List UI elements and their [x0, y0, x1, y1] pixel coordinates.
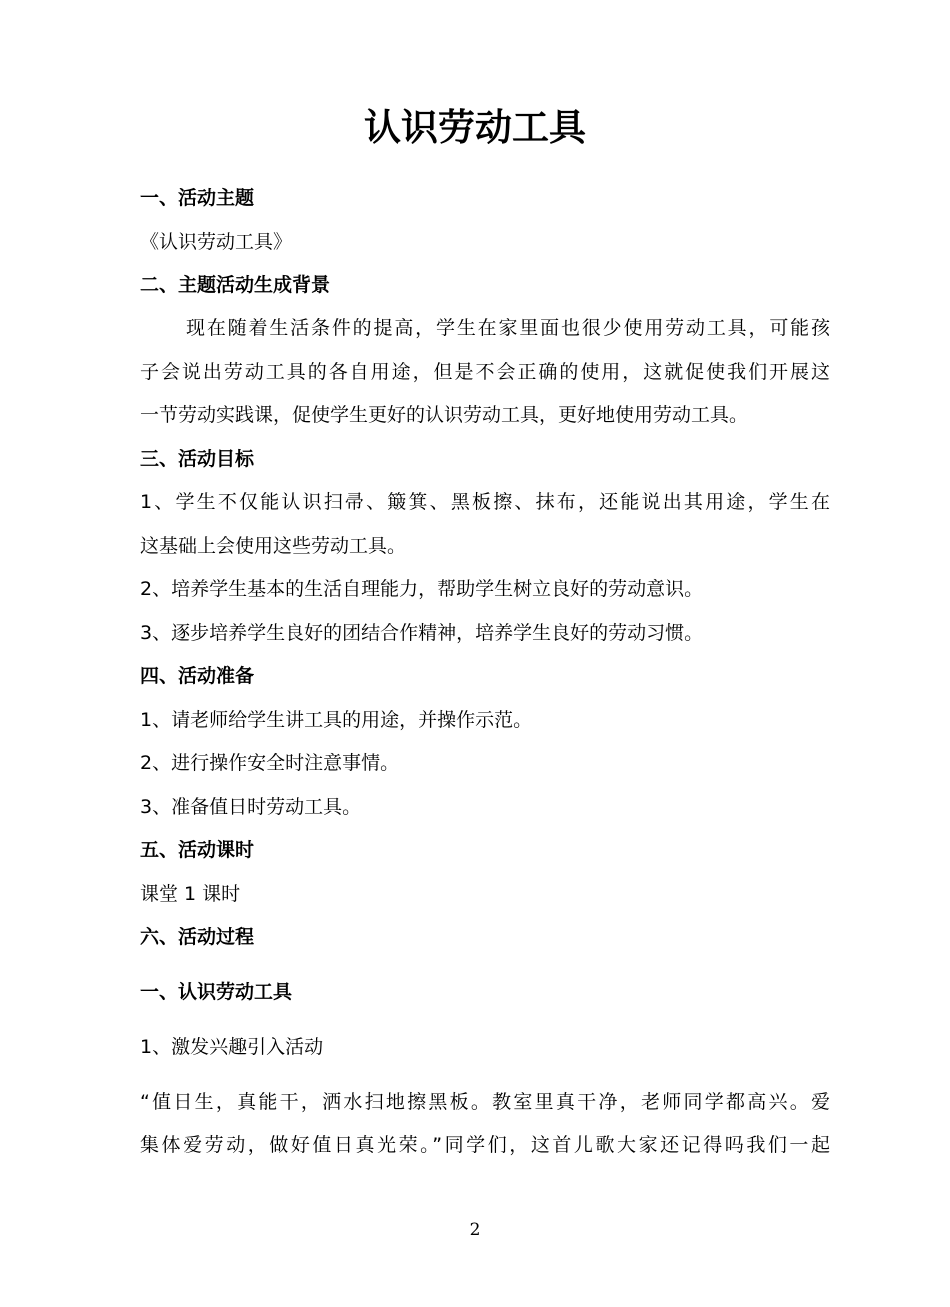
class-hours-text: 课堂 1 课时: [140, 883, 241, 905]
process-item: 1、激发兴趣引入活动: [140, 1036, 324, 1058]
preparation-list-line: 2、进行操作安全时注意事情。: [140, 752, 400, 774]
background-paragraph-line: 子会说出劳动工具的各自用途，但是不会正确的使用，这就促使我们开展这: [140, 361, 830, 383]
page-title: 认识劳动工具: [364, 106, 586, 149]
section-heading-preparation: 四、活动准备: [140, 665, 255, 687]
section-heading-process: 六、活动过程: [140, 926, 255, 948]
process-subheading: 一、认识劳动工具: [140, 981, 293, 1003]
section-heading-background: 二、主题活动生成背景: [140, 274, 331, 296]
preparation-list-line: 1、请老师给学生讲工具的用途，并操作示范。: [140, 709, 533, 731]
goal-list-line: 3、逐步培养学生良好的团结合作精神，培养学生良好的劳动习惯。: [140, 622, 704, 644]
goal-list-line: 1、学生不仅能认识扫帚、簸箕、黑板擦、抹布，还能说出其用途，学生在: [140, 491, 830, 513]
goal-list-line: 2、培养学生基本的生活自理能力，帮助学生树立良好的劳动意识。: [140, 578, 704, 600]
background-paragraph-line: 现在随着生活条件的提高，学生在家里面也很少使用劳动工具，可能孩: [186, 317, 830, 339]
process-paragraph-line: “值日生，真能干，洒水扫地擦黑板。教室里真干净，老师同学都高兴。爱: [140, 1091, 830, 1113]
section-heading-class-hours: 五、活动课时: [140, 839, 255, 861]
section-heading-activity-theme: 一、活动主题: [140, 187, 255, 209]
preparation-list-line: 3、准备值日时劳动工具。: [140, 796, 362, 818]
page-number: 2: [469, 1220, 481, 1240]
background-paragraph-line: 一节劳动实践课，促使学生更好的认识劳动工具，更好地使用劳动工具。: [140, 404, 749, 426]
process-paragraph-line: 集体爱劳动，做好值日真光荣。”同学们，这首儿歌大家还记得吗我们一起: [140, 1134, 830, 1156]
activity-theme-text: 《认识劳动工具》: [140, 231, 293, 253]
section-heading-goals: 三、活动目标: [140, 448, 255, 470]
goal-list-line: 这基础上会使用这些劳动工具。: [140, 535, 407, 557]
